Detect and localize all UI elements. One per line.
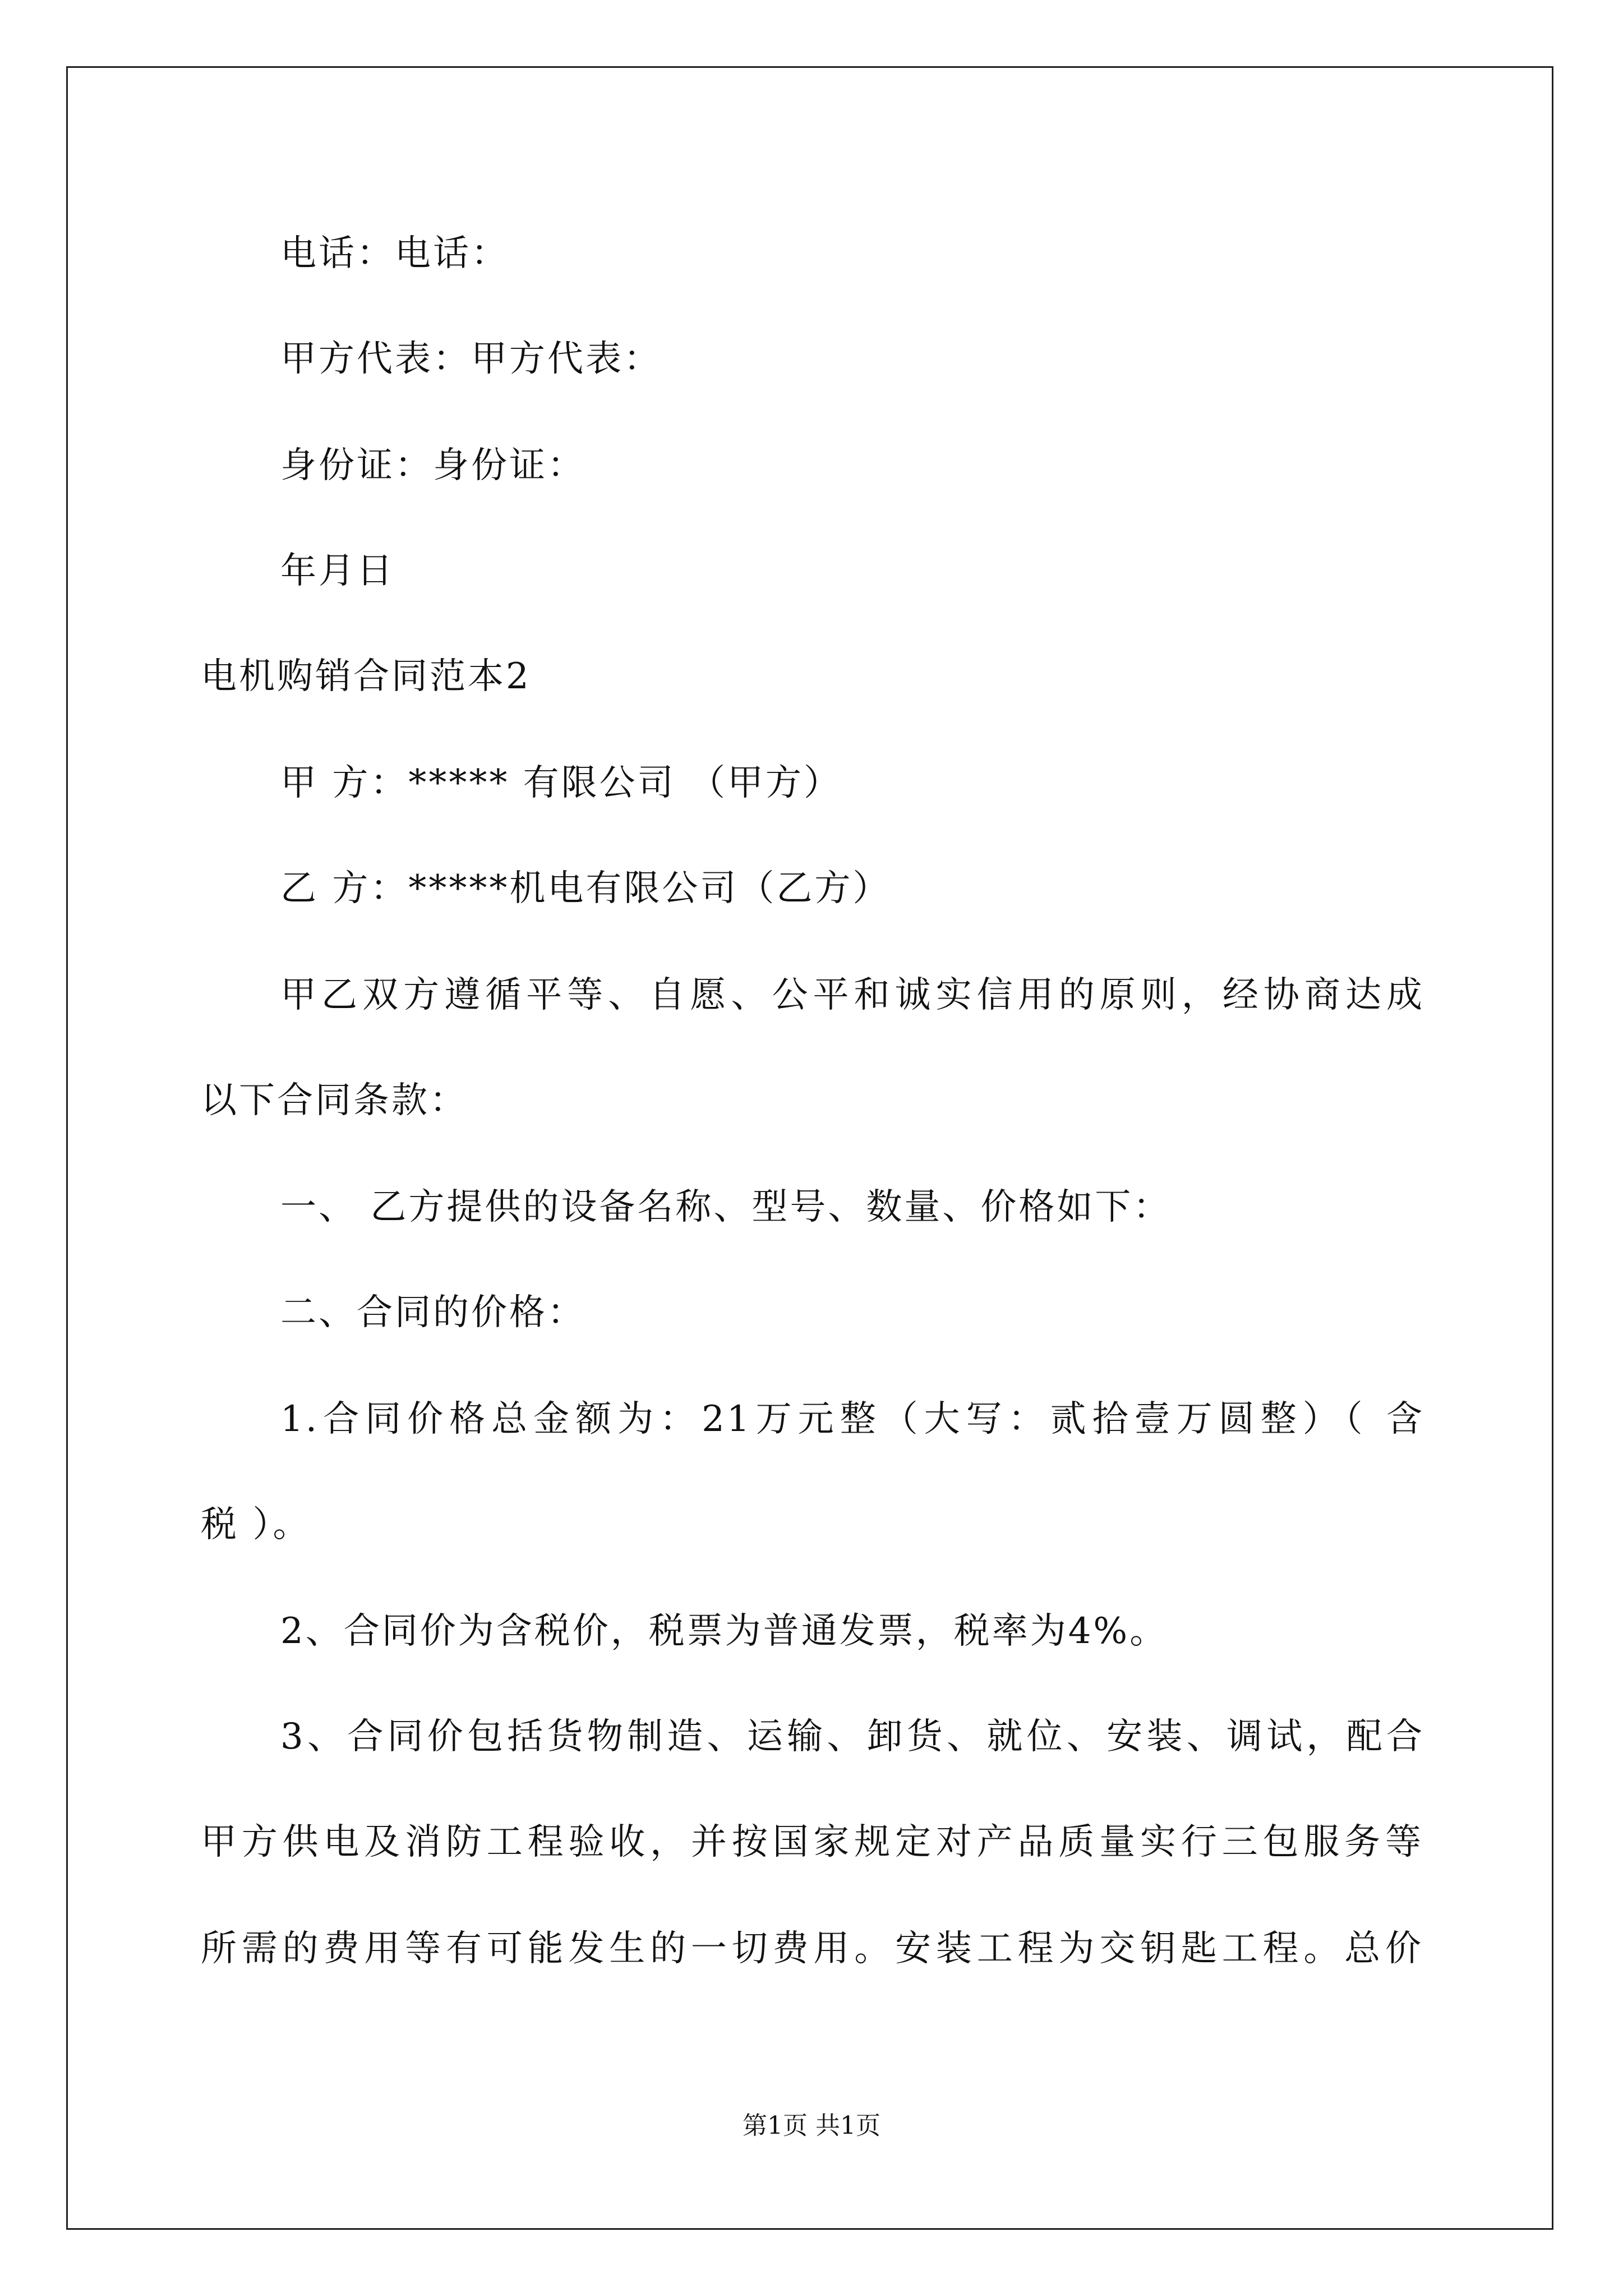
date-line: 年月日 [280,550,395,592]
page-border [66,66,1553,2230]
clause-two-line: 二、合同的价格： [280,1292,585,1333]
clause-one-line: 一、 乙方提供的设备名称、型号、数量、价格如下： [280,1186,1172,1228]
id-card-line: 身份证：身份证： [280,445,585,486]
clause-line: 2、合同价为含税价，税票为普通发票，税率为4%。 [280,1611,1168,1652]
clause-line: 甲方供电及消防工程验收，并按国家规定对产品质量实行三包服务等 [201,1821,1423,1863]
page-number-footer: 第1页 共1页 [743,2111,880,2140]
clause-line: 税 ）。 [201,1504,311,1545]
party-b-line: 乙 方：*****机电有限公司（乙方） [280,868,891,909]
clause-line: 1.合同价格总金额为：21万元整（大写：贰拾壹万圆整）（ 含 [280,1398,1424,1440]
party-a-representative-line: 甲方代表：甲方代表： [280,338,662,380]
clause-line: 所需的费用等有可能发生的一切费用。安装工程为交钥匙工程。总价 [201,1928,1423,1970]
clause-line: 3、合同价包括货物制造、运输、卸货、就位、安装、调试，配合 [280,1716,1424,1757]
phone-line: 电话：电话： [280,233,509,274]
party-a-line: 甲 方：***** 有限公司 （甲方） [280,762,842,804]
section-title: 电机购销合同范本2 [201,656,531,697]
paragraph-line: 甲乙双方遵循平等、自愿、公平和诚实信用的原则，经协商达成 [280,974,1424,1016]
paragraph-line: 以下合同条款： [201,1080,468,1121]
